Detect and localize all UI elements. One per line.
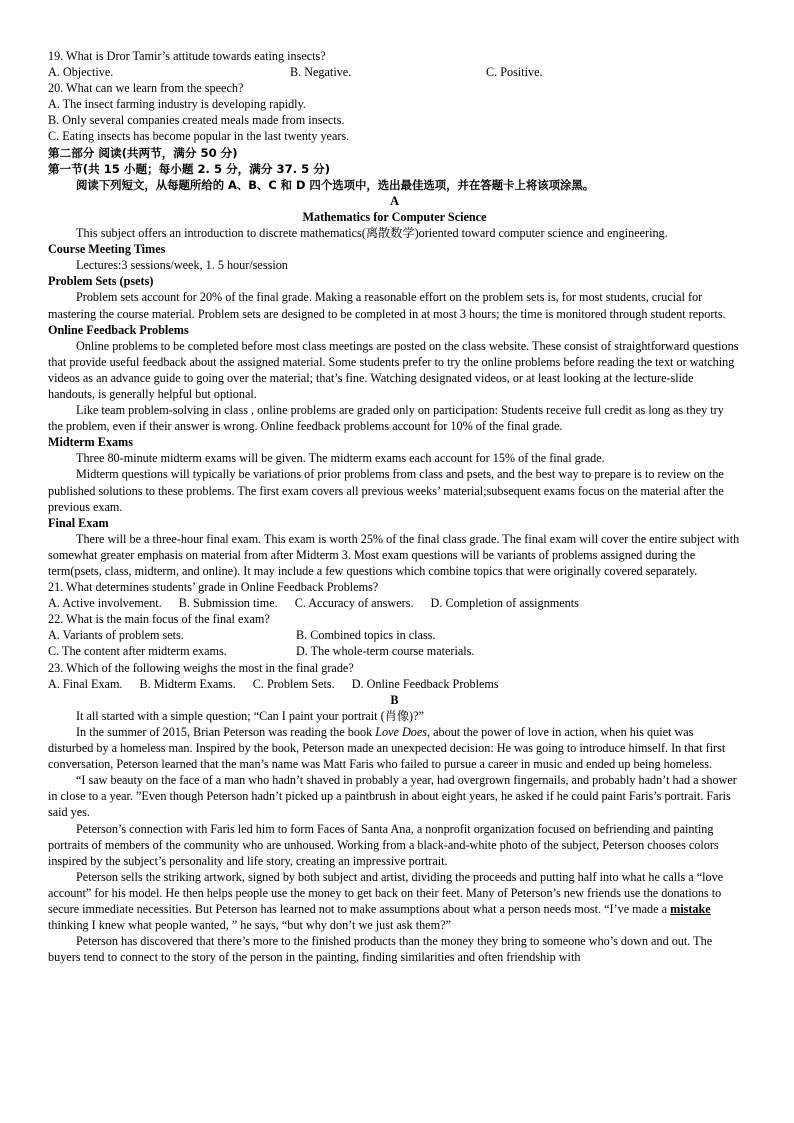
option-a: A. Variants of problem sets. xyxy=(48,628,184,643)
passage-b-paragraph-6: Peterson has discovered that there’s more to the finished products than the money they bring to someone who’s down and out. The buyers tend to connect to the story of the person in the painting, finding similarities and often friendship with xyxy=(48,934,713,965)
question-19-stem: 19. What is Dror Tamir’s attitude towards eating insects? xyxy=(48,49,326,63)
option-a: A. Objective. xyxy=(48,65,114,80)
final-exam-text: There will be a three-hour final exam. This exam is worth 25% of the final class grade. The final exam will cover the entire subject with somewhat greater emphasis on material from after Midterm 3. Most exam questions will be variants of problems assigned during the term(psets, class, midterm, and online). It may include a few questions which combine topics that were originally covered separately. xyxy=(48,531,740,578)
question-23-stem: 23. Which of the following weighs the most in the final grade? xyxy=(48,660,354,675)
question-23-options xyxy=(48,676,741,692)
midterm-text-1: Three 80-minute midterm exams will be given. The midterm exams each account for 15% of the final grade. xyxy=(76,451,605,466)
question-19-options xyxy=(48,64,741,80)
option-c: C. Problem Sets. xyxy=(252,676,335,691)
meeting-times-text: Lectures:3 sessions/week, 1. 5 hour/session xyxy=(76,258,288,273)
book-title: Love Does xyxy=(375,724,428,739)
underlined-word: mistake xyxy=(670,901,711,916)
heading-meeting-times: Course Meeting Times xyxy=(48,242,166,257)
option-b: B. Negative. xyxy=(290,65,352,80)
reading-instruction: 阅读下列短文，从每题所给的 A、B、C 和 D 四个选项中，选出最佳选项，并在答题卡上将该项涂黑。 xyxy=(76,177,595,192)
option-b: B. Midterm Exams. xyxy=(139,676,236,691)
option-a: A. Final Exam. xyxy=(48,676,123,691)
section-one-title: 第一节(共 15 小题；每小题 2. 5 分，满分 37. 5 分) xyxy=(48,161,331,176)
option-d: D. Online Feedback Problems xyxy=(351,676,499,691)
question-22-options-cd xyxy=(48,643,741,659)
exam-page xyxy=(48,48,741,965)
passage-b-paragraph-4: Peterson’s connection with Faris led him to form Faces of Santa Ana, a nonprofit organization focused on befriending and painting portraits of members of the community who are unhoused. Working from a black-and-white photo of the subject, Peterson chooses colors inspired by the subject’s personality and life story, creating an impressive portrait. xyxy=(48,821,719,868)
question-21-stem: 21. What determines students’ grade in Online Feedback Problems? xyxy=(48,580,379,595)
paragraph-2-start: In the summer of 2015, Brian Peterson was reading the book xyxy=(76,724,376,739)
online-feedback-text-2: Like team problem-solving in class , online problems are graded only on participation: Students receive full credit as long as they try the problem, even if their answer is wrong. Online feedback problems account for 10% of the final grade. xyxy=(48,403,724,434)
question-20-stem: 20. What can we learn from the speech? xyxy=(48,81,244,96)
heading-midterm-exams: Midterm Exams xyxy=(48,435,133,450)
option-b: B. Combined topics in class. xyxy=(296,628,436,643)
option-c: C. Accuracy of answers. xyxy=(294,596,414,611)
online-feedback-text-1: Online problems to be completed before most class meetings are posted on the class website. These consist of straightforward questions that provide useful feedback about the assigned material. Some students prefer to try the online problems before reading the text or watching videos as an advance guide to going over the material; that’s fine. Watching designated videos, or at least looking at the lecture-slide handouts, is generally helpful but optional. xyxy=(48,338,739,401)
option-c: C. The content after midterm exams. xyxy=(48,644,227,659)
problem-sets-text: Problem sets account for 20% of the final grade. Making a reasonable effort on the problem sets is, for most students, crucial for mastering the course material. Problem sets are designed to be completed in at most 3 hours; the time is monitored through student reports. xyxy=(48,290,726,321)
passage-b-letter: B xyxy=(390,692,399,707)
option-a: A. The insect farming industry is developing rapidly. xyxy=(48,97,306,112)
paragraph-5-start: Peterson sells the striking artwork, signed by both subject and artist, dividing the proceeds and putting half into what he calls a “love account” for his model. He then helps people use the money to get back on their feet. Many of Peterson’s new friends use the donations to secure immediate necessities. But Peterson has learned not to make assumptions about what a person needs most. “I’ve made a xyxy=(48,869,724,916)
passage-a-letter: A xyxy=(390,193,399,208)
paragraph-5-end: thinking I knew what people wanted, ” he says, “but why don’t we just ask them?” xyxy=(48,918,451,933)
question-22-stem: 22. What is the main focus of the final exam? xyxy=(48,612,270,627)
option-d: D. The whole-term course materials. xyxy=(296,644,475,659)
question-21-options xyxy=(48,595,741,611)
heading-online-feedback: Online Feedback Problems xyxy=(48,322,189,337)
heading-final-exam: Final Exam xyxy=(48,515,109,530)
passage-a-intro: This subject offers an introduction to discrete mathematics(离散数学)oriented toward computer science and engineering. xyxy=(76,226,668,241)
heading-problem-sets: Problem Sets (psets) xyxy=(48,274,154,289)
option-c: C. Eating insects has become popular in the last twenty years. xyxy=(48,129,350,144)
passage-b-paragraph-1: It all started with a simple question; “Can I paint your portrait (肖像)?” xyxy=(76,708,424,723)
passage-a-title: Mathematics for Computer Science xyxy=(302,209,487,224)
option-d: D. Completion of assignments xyxy=(430,596,579,611)
paragraph-2-end: , about the power of love in action, when his quiet was disturbed by a homeless man. Inspired by the book, Peterson made an unexpected decision: He was going to introduce himself. In that first conversation, Peterson learned that the man’s name was Matt Faris who failed to pursue a career in music and ended up being homeless. xyxy=(48,724,726,772)
passage-b-paragraph-3: “I saw beauty on the face of a man who hadn’t shaved in probably a year, had overgrown fingernails, and probably hadn’t had a shower in close to a year. ”Even though Peterson hadn’t picked up a paintbrush in about eight years, he asked if he could paint Faris’s portrait. Faris said yes. xyxy=(48,773,737,820)
option-b: B. Only several companies created meals made from insects. xyxy=(48,113,345,128)
midterm-text-2: Midterm questions will typically be variations of prior problems from class and psets, and the best way to prepare is to review on the published solutions to these problems. The first exam covers all previous weeks’ material;subsequent exams focus on the material after the previous exam. xyxy=(48,467,724,514)
question-22-options-ab xyxy=(48,627,741,643)
passage-b-paragraph-2 xyxy=(48,724,741,772)
option-a: A. Active involvement. xyxy=(48,596,162,611)
option-c: C. Positive. xyxy=(486,65,543,80)
part-two-title: 第二部分 阅读(共两节，满分 50 分) xyxy=(48,145,238,160)
passage-b-paragraph-5 xyxy=(48,869,741,933)
option-b: B. Submission time. xyxy=(178,596,278,611)
